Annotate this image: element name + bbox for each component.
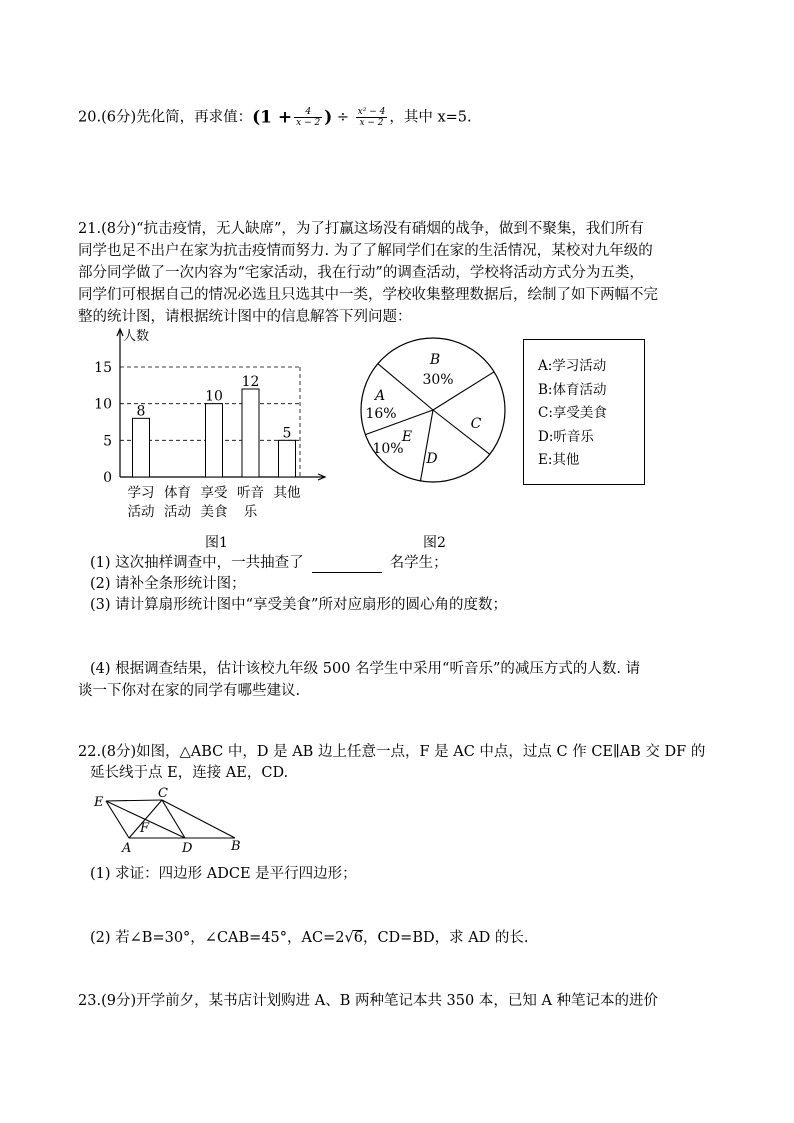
label-f: F — [140, 821, 150, 836]
q21-line-1 — [78, 219, 644, 239]
pie-slice-label: D — [426, 451, 438, 467]
q21-sub1 — [90, 553, 448, 573]
y-tick-label: 5 — [103, 433, 112, 450]
q22-text-1: 如图，△ABC 中，D 是 AB 边上任意一点，F 是 AC 中点，过点 C 作 CE∥AB 交 DF 的 — [136, 744, 706, 760]
label-d: D — [182, 841, 193, 856]
legend-item-b: B:体育活动 — [538, 381, 607, 398]
q21-sub3: (3) 请计算扇形统计图中“享受美食”所对应扇形的圆心角的度数； — [90, 597, 507, 613]
q21-sub2: (2) 请补全条形统计图； — [90, 576, 246, 592]
legend-item-e: E:其他 — [538, 452, 580, 468]
q20-points: (6分) — [101, 109, 137, 126]
bar — [242, 389, 259, 477]
fraction-1-den: x − 2 — [296, 118, 321, 128]
bar-chart — [90, 324, 340, 524]
sqrt-sign: √ — [344, 930, 354, 946]
x-tick-label: 享受 — [200, 485, 228, 501]
pie-percent-label: 30% — [422, 372, 454, 388]
q22-line-1 — [78, 742, 705, 762]
x-tick-label: 活动 — [127, 504, 155, 520]
pie-slice-label: C — [470, 416, 482, 432]
expr-close: ) — [324, 107, 333, 128]
x-tick-label: 活动 — [164, 504, 191, 520]
geometry-figure — [90, 786, 260, 856]
label-c: C — [158, 786, 168, 801]
q22-sub2-before: (2) 若∠B=30°，∠CAB=45°，AC=2 — [90, 930, 345, 946]
q22-sub2 — [90, 928, 529, 948]
y-tick-label: 0 — [103, 470, 112, 486]
pie-legend — [523, 339, 645, 485]
q22-sub2-after: ，CD=BD，求 AD 的长. — [362, 930, 529, 946]
q22-sub1: (1) 求证：四边形 ADCE 是平行四边形； — [90, 866, 357, 882]
fig1-caption: 图1 — [205, 535, 228, 551]
q22-points: (8分) — [101, 744, 137, 760]
q23-text-1: 开学前夕，某书店计划购进 A、B 两种笔记本共 350 本，已知 A 种笔记本的进价 — [136, 993, 659, 1009]
q23-number: 23. — [78, 993, 102, 1009]
fig2-caption: 图2 — [423, 535, 446, 551]
q21-text-1: “抗击疫情，无人缺席”，为了打赢这场没有硝烟的战争，做到不聚集，我们所有 — [136, 221, 644, 237]
bar-value-label: 12 — [241, 374, 260, 390]
q20-text-before: 先化简，再求值： — [136, 109, 253, 126]
q21-points: (8分) — [101, 221, 137, 237]
y-tick-label: 10 — [94, 396, 112, 413]
pie-slice-label: A — [374, 388, 386, 404]
q21-line-5: 整的统计图，请根据统计图中的信息解答下列问题： — [78, 309, 412, 325]
legend-item-a: A:学习活动 — [538, 358, 607, 374]
q21-line-3: 部分同学做了一次内容为“宅家活动，我在行动”的调查活动，学校将活动方式分为五类， — [78, 265, 644, 281]
bar — [206, 404, 223, 477]
sqrt-radicand: 6 — [353, 930, 363, 946]
label-b: B — [231, 839, 241, 854]
pie-slice-label: B — [429, 352, 441, 368]
pie-percent-label: 16% — [365, 406, 397, 422]
x-tick-label: 其他 — [273, 485, 301, 501]
pie-chart — [355, 330, 515, 490]
pie-percent-label: 10% — [372, 441, 404, 457]
legend-item-c: C:享受美食 — [538, 405, 607, 421]
fraction-2-num: x² − 4 — [357, 107, 386, 117]
q23-points: (9分) — [101, 993, 137, 1009]
q21-sub4-line1: (4) 根据调查结果，估计该校九年级 500 名学生中采用“听音乐”的减压方式的人数. 请 — [90, 661, 641, 677]
pie-slice-label: E — [401, 429, 413, 445]
y-tick-label: 15 — [94, 360, 112, 376]
q22-number: 22. — [78, 744, 102, 760]
q22-line-2: 延长线于点 E，连接 AE，CD. — [90, 765, 289, 781]
bar — [133, 418, 150, 477]
q23-line-1 — [78, 991, 658, 1011]
y-axis-label: 人数 — [123, 329, 150, 344]
bar — [279, 440, 296, 477]
fraction-2 — [356, 107, 388, 128]
label-a: A — [122, 841, 132, 856]
x-tick-label: 乐 — [243, 504, 258, 520]
q21-line-4: 同学们可根据自己的情况必选且只选其中一类，学校收集整理数据后，绘制了如下两幅不完 — [78, 287, 658, 303]
bar-value-label: 8 — [136, 403, 146, 420]
x-tick-label: 体育 — [164, 485, 191, 501]
x-tick-label: 学习 — [127, 485, 155, 501]
fraction-1-num: 4 — [294, 107, 322, 118]
expr-open: (1 + — [252, 107, 293, 128]
x-tick-label: 听音 — [237, 485, 264, 501]
q20-number: 20. — [78, 109, 102, 126]
q21-number: 21. — [78, 221, 102, 237]
x-tick-label: 美食 — [200, 504, 228, 520]
answer-blank[interactable] — [312, 558, 382, 573]
q21-sub1-after: 名学生； — [389, 555, 448, 571]
fraction-1 — [294, 107, 322, 128]
q21-line-2: 同学也足不出户在家为抗击疫情而努力. 为了了解同学们在家的生活情况，某校对九年级的 — [78, 243, 653, 259]
q20-text-after: ，其中 x=5. — [389, 109, 472, 126]
q21-sub4-line2: 谈一下你对在家的同学有哪些建议. — [78, 683, 301, 699]
label-e: E — [94, 795, 104, 810]
divide-sign: ÷ — [336, 109, 350, 126]
bar-value-label: 5 — [282, 425, 292, 442]
q20-line — [78, 107, 472, 128]
q21-sub1-before: (1) 这次抽样调查中，一共抽查了 — [90, 555, 304, 571]
fraction-2-den: x − 2 — [359, 118, 384, 128]
legend-item-d: D:听音乐 — [538, 428, 594, 445]
bar-value-label: 10 — [205, 388, 223, 405]
